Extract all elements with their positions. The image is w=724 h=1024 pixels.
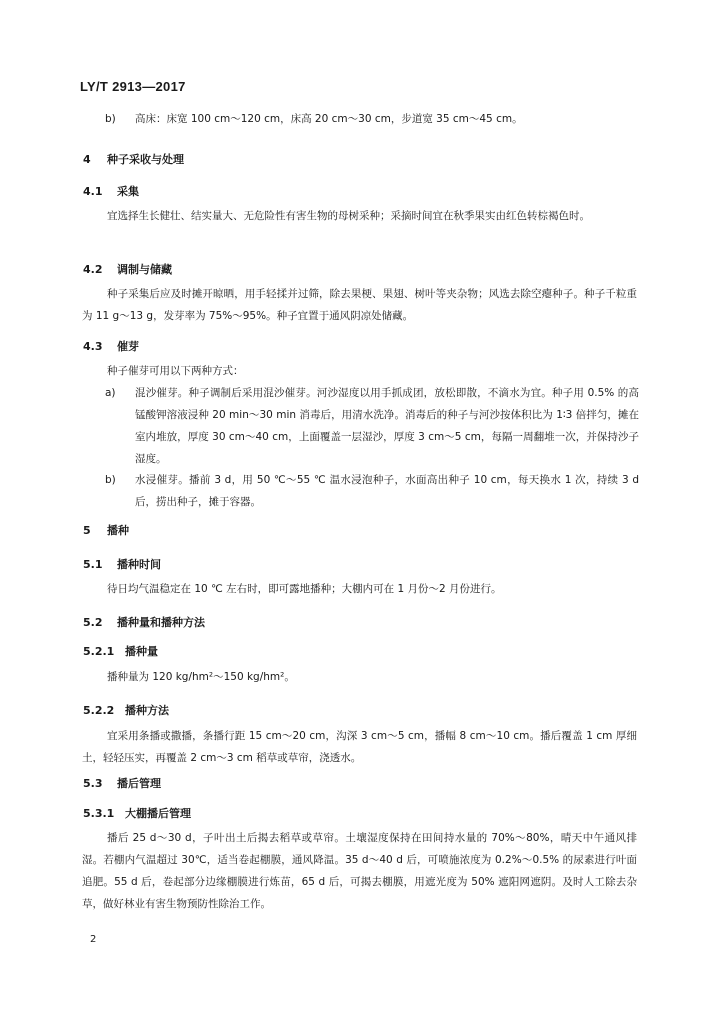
section-title: 播种量: [125, 645, 158, 658]
section-title: 调制与储藏: [117, 263, 172, 276]
section-number: 5.2.1: [83, 645, 115, 658]
section-title: 催芽: [117, 340, 139, 353]
section-title: 播种: [107, 524, 129, 537]
page-number: 2: [90, 934, 97, 945]
section-number: 5.2: [83, 616, 103, 629]
section-number: 4.3: [83, 340, 103, 353]
section-title: 采集: [117, 185, 139, 198]
heading-section-5-3: [83, 775, 161, 791]
section-number: 5.3: [83, 777, 103, 790]
section-number: 5: [83, 524, 91, 537]
heading-section-5-2: [83, 614, 205, 630]
section-number: 5.1: [83, 558, 103, 571]
paragraph-sowing-method: 宜采用条播或撒播，条播行距 15 cm～20 cm，沟深 3 cm～5 cm，播幅 8 cm～10 cm。播后覆盖 1 cm 厚细土，轻轻压实，再覆盖 2 cm～3 cm 稻草或草帘，浇透水。: [82, 730, 637, 764]
paragraph-processing-storage: 种子采集后应及时摊开晾晒，用手轻揉并过筛，除去果梗、果翅、树叶等夹杂物；风选去除空瘪种子。种子千粒重为 11 g～13 g，发芽率为 75%～95%。种子宜置于通风阴凉处储藏。: [82, 288, 637, 322]
paragraph-greenhouse-management: 播后 25 d～30 d，子叶出土后揭去稻草或草帘。土壤湿度保持在田间持水量的 70%～80%，晴天中午通风排湿。若棚内气温超过 30℃，适当卷起棚膜，通风降温。35 d～40 d 后，可喷施浓度为 0.2%～0.5% 的尿素进行叶面追肥。55 d 后，卷起部分边缘棚膜进行炼苗，65 d 后，可揭去棚膜，用遮光度为 50% 遮阳网遮阴。及时人工除去杂草，做好林业有害生物预防性除治工作。: [82, 832, 637, 910]
list-item-text: 混沙催芽。种子调制后采用混沙催芽。河沙湿度以用手抓成团，放松即散，不滴水为宜。种子用 0.5% 的高锰酸钾溶液浸种 20 min～30 min 消毒后，用清水洗净。消毒后的种子与河沙按体积比为 1∶3 倍拌匀，摊在室内堆放，厚度 30 cm～40 cm，上面覆盖一层湿沙，厚度 3 cm～5 cm，每隔一周翻堆一次，并保持沙子湿度。: [135, 387, 639, 465]
section-title: 大棚播后管理: [125, 807, 191, 820]
section-title: 种子采收与处理: [107, 153, 184, 166]
heading-section-5-1: [83, 556, 161, 572]
heading-section-4-3: [83, 338, 139, 354]
heading-section-4-2: [83, 261, 172, 277]
section-number: 5.2.2: [83, 704, 115, 717]
paragraph-germination-intro: 种子催芽可用以下两种方式：: [107, 365, 244, 377]
list-item-label: b): [105, 113, 116, 125]
heading-section-5-2-1: [83, 643, 158, 659]
list-item-text: 高床：床宽 100 cm～120 cm，床高 20 cm～30 cm，步道宽 35 cm～45 cm。: [135, 113, 523, 125]
heading-section-5-2-2: [83, 702, 169, 718]
heading-section-4: [83, 151, 184, 167]
section-number: 5.3.1: [83, 807, 115, 820]
paragraph-sowing-time: 待日均气温稳定在 10 ℃ 左右时，即可露地播种；大棚内可在 1 月份～2 月份进行。: [107, 583, 502, 595]
section-title: 播种时间: [117, 558, 161, 571]
section-title: 播种量和播种方法: [117, 616, 205, 629]
section-title: 播后管理: [117, 777, 161, 790]
list-item-label: b): [105, 474, 116, 486]
paragraph-collection: 宜选择生长健壮、结实量大、无危险性有害生物的母树采种；采摘时间宜在秋季果实由红色转棕褐色时。: [107, 210, 590, 222]
section-number: 4: [83, 153, 91, 166]
standard-code: LY/T 2913—2017: [80, 79, 186, 94]
section-number: 4.2: [83, 263, 103, 276]
section-number: 4.1: [83, 185, 103, 198]
list-item-text: 水浸催芽。播前 3 d，用 50 ℃～55 ℃ 温水浸泡种子，水面高出种子 10 cm，每天换水 1 次，持续 3 d 后，捞出种子，摊于容器。: [135, 474, 639, 508]
paragraph-sowing-amount: 播种量为 120 kg/hm²～150 kg/hm²。: [107, 671, 295, 683]
heading-section-5: [83, 522, 129, 538]
heading-section-4-1: [83, 183, 139, 199]
heading-section-5-3-1: [83, 805, 191, 821]
section-title: 播种方法: [125, 704, 169, 717]
list-item-label: a): [105, 387, 116, 399]
